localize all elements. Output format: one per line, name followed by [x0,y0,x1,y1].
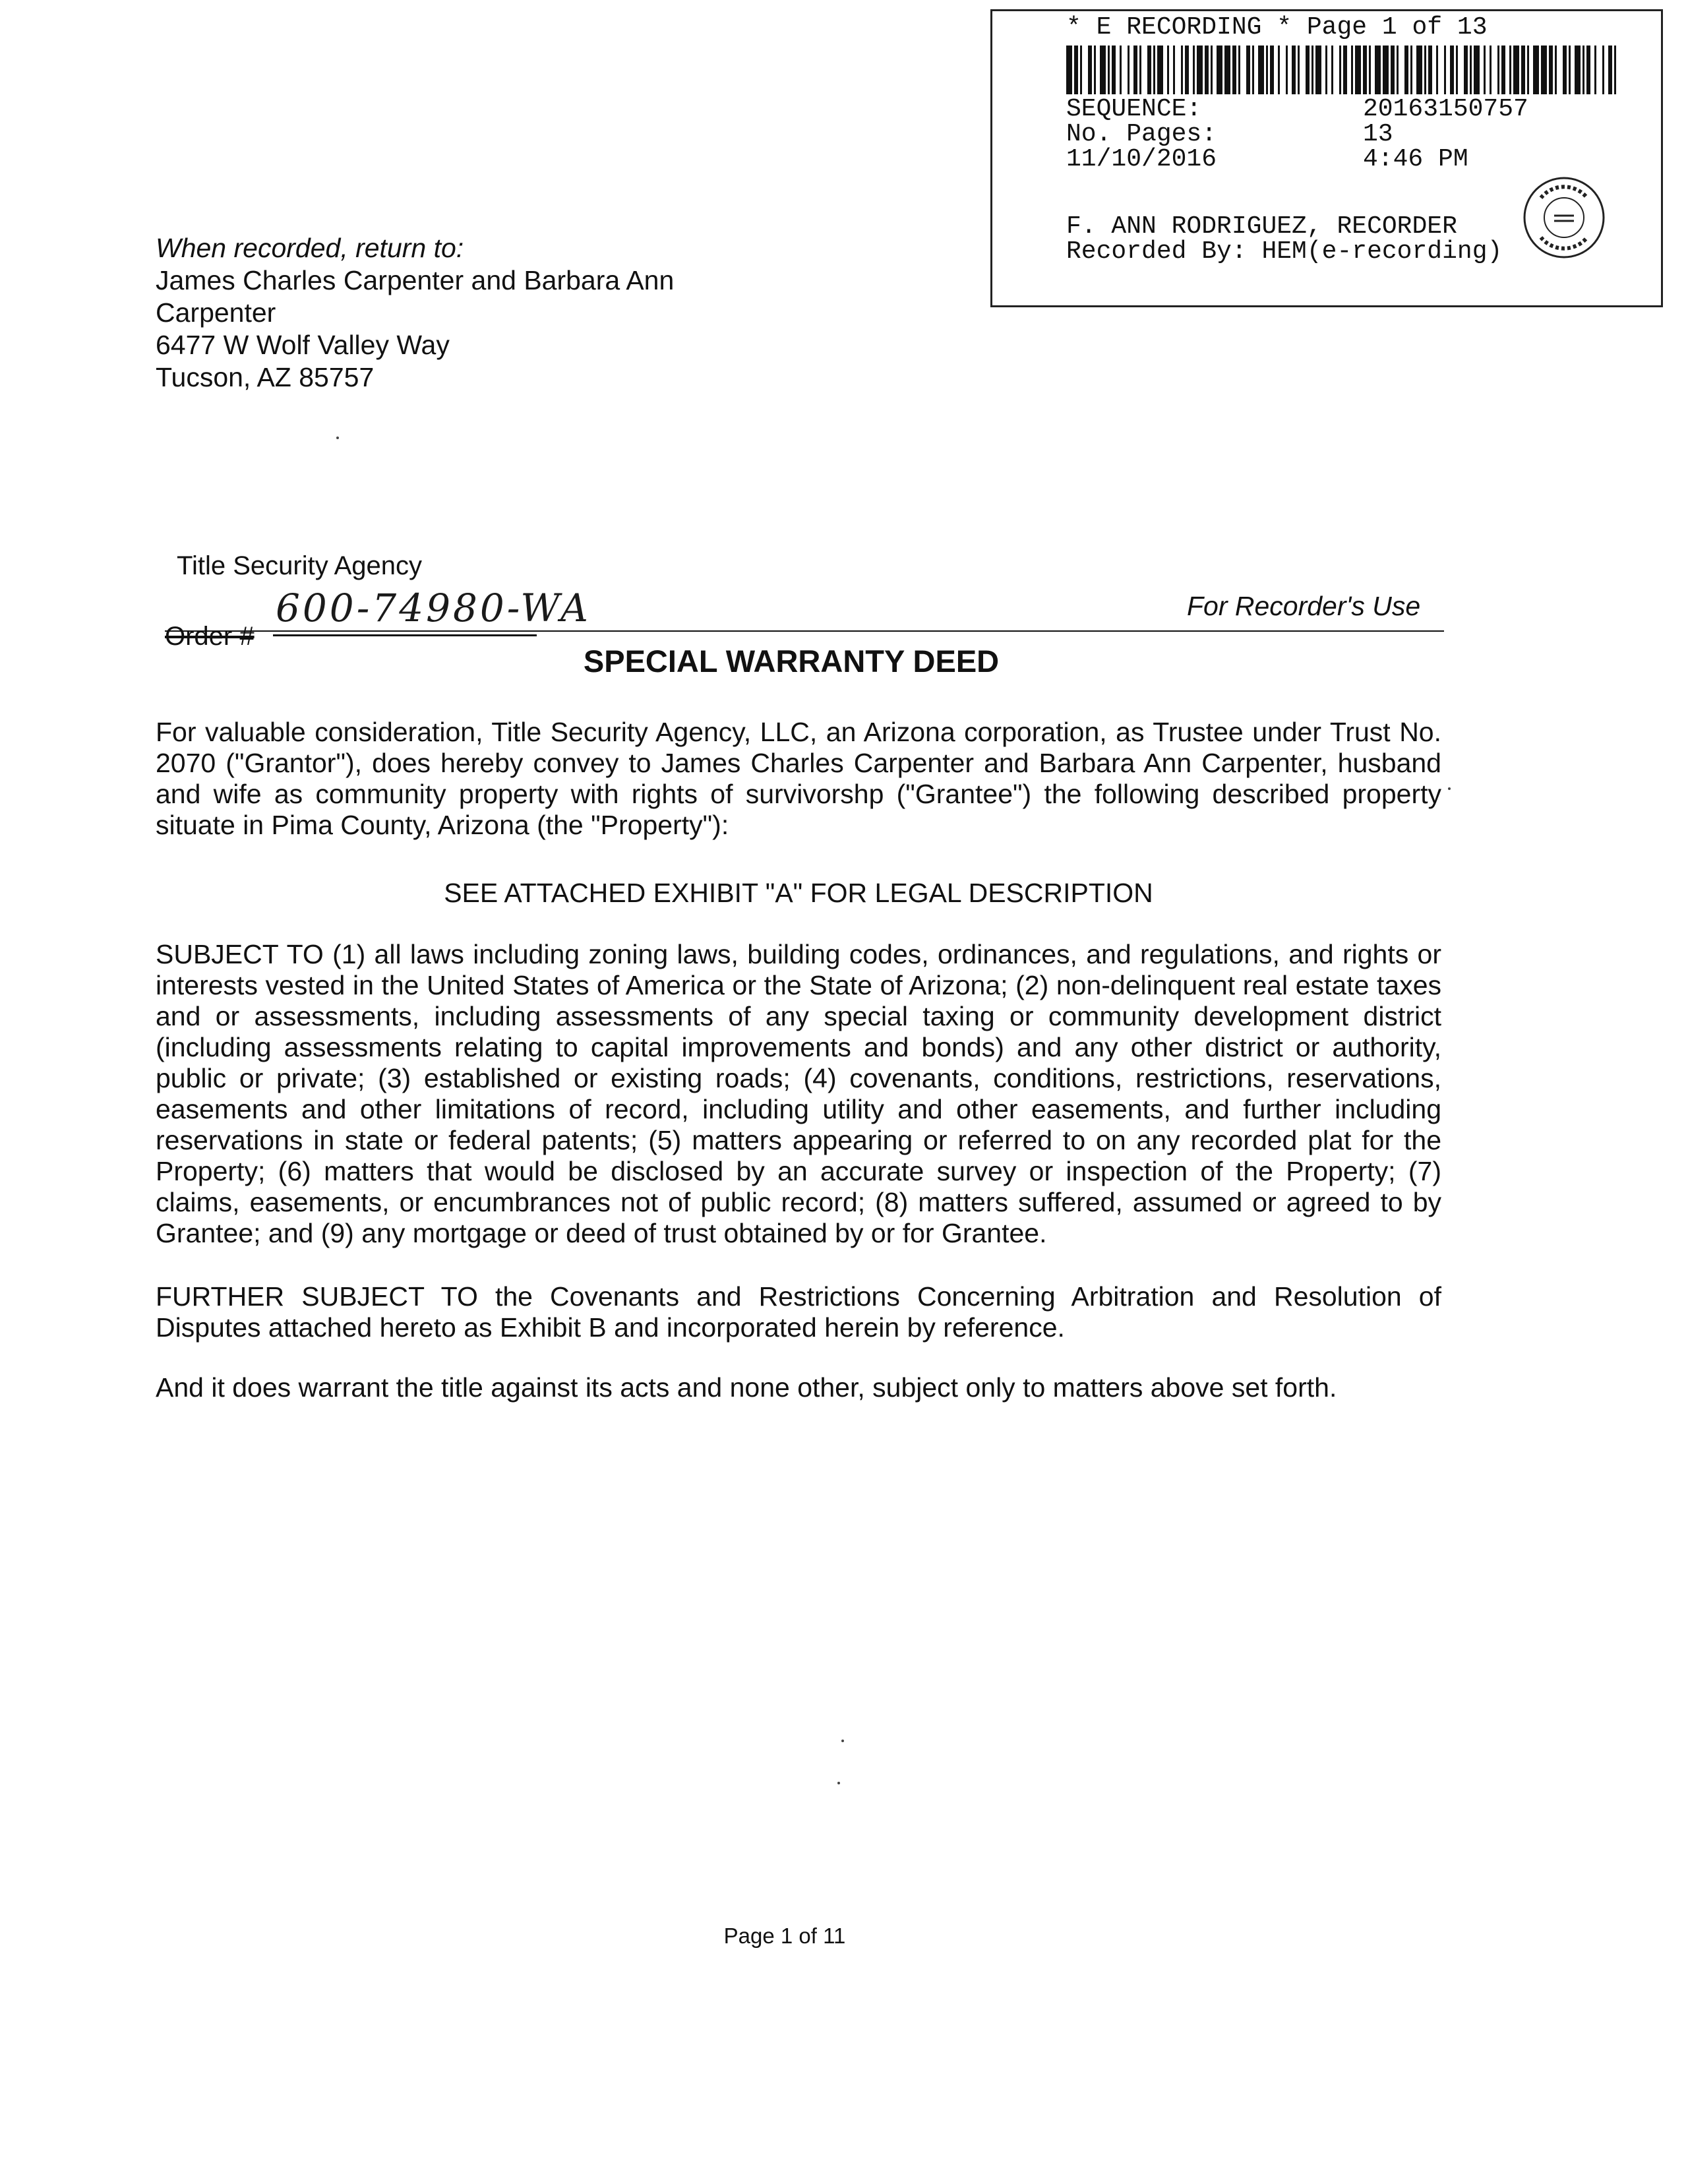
return-heading: When recorded, return to: [156,233,464,263]
barcode-bar [1133,46,1137,94]
barcode-bar [1490,46,1492,94]
barcode-bar [1614,46,1616,94]
barcode-bar [1339,46,1341,94]
barcode-bar [1311,46,1313,94]
barcode-bar [1139,46,1141,94]
barcode-bar [1286,46,1288,94]
barcode-bar [1363,46,1367,94]
return-line: James Charles Carpenter and Barbara Ann [156,265,675,295]
recorded-by: Recorded By: HEM(e-recording) [1066,237,1503,266]
barcode-bar [1315,46,1321,94]
order-underline [273,634,537,636]
barcode-bar [1436,46,1438,94]
barcode-bar [1173,46,1175,94]
barcode-bar [1509,46,1511,94]
stamp-header: * E RECORDING * Page 1 of 13 [1066,13,1488,42]
barcode-bar [1563,46,1567,94]
barcode-bar [1424,46,1426,94]
barcode-bar [1343,46,1347,94]
barcode-bar [1088,46,1092,94]
barcode-bar [1238,46,1240,94]
barcode-bar [1153,46,1155,94]
barcode-bar [1205,46,1209,94]
barcode [1066,46,1619,94]
return-address-block [156,232,749,394]
barcode-bar [1369,46,1371,94]
barcode-bar [1270,46,1274,94]
barcode-bar [1555,46,1557,94]
barcode-bar [1501,46,1505,94]
sequence-label: SEQUENCE: [1066,95,1202,123]
barcode-bar [1391,46,1395,94]
pages-label: No. Pages: [1066,120,1217,148]
barcode-bar [1157,46,1163,94]
subject-to-paragraph: SUBJECT TO (1) all laws including zoning laws, building codes, ordinances, and regulations, and rights or interests vested in the United States of America or the State of Arizona; (2) non-delinquent real estate taxes and or assessments, including assessments of any special taxing or community development district (including assessments relating to capital improvements and bonds) and any other district or authority, public or private; (3) established or existing roads; (4) covenants, conditions, restrictions, reservations, easements and other limitations of record, including utility and other easements, and further including reservations in state or federal patents; (5) matters appearing or referred to on any recorded plat for the Property; (6) matters that would be disclosed by an accurate survey or inspection of the Property; (7) claims, easements, or encumbrances not of public record; (8) matters suffered, assumed or agreed to by Grantee; and (9) any mortgage or deed of trust obtained by or for Grantee. [156,939,1441,1248]
barcode-bar [1211,46,1213,94]
scan-speck [1448,787,1451,790]
barcode-bar [1428,46,1432,94]
barcode-bar [1147,46,1151,94]
agency-name: Title Security Agency [177,551,423,580]
barcode-bar [1074,46,1078,94]
barcode-bar [1292,46,1296,94]
barcode-bar [1602,46,1604,94]
barcode-bar [1278,46,1280,94]
recorder-stamp [990,9,1663,307]
barcode-bar [1450,46,1454,94]
barcode-bar [1112,46,1116,94]
barcode-bar [1185,46,1189,94]
warranty-paragraph: And it does warrant the title against its acts and none other, subject only to matters above set forth. [156,1372,1337,1403]
barcode-bar [1464,46,1468,94]
barcode-bar [1080,46,1082,94]
barcode-bar [1497,46,1499,94]
barcode-bar [1258,46,1264,94]
scan-speck [837,1782,840,1784]
order-rule [165,630,1444,632]
barcode-bar [1217,46,1222,94]
return-line: 6477 W Wolf Valley Way [156,330,450,360]
barcode-bar [1193,46,1195,94]
barcode-bar [1404,46,1408,94]
barcode-bar [1066,46,1072,94]
barcode-bar [1456,46,1458,94]
order-label: Order # [165,622,255,651]
barcode-bar [1594,46,1596,94]
barcode-bar [1351,46,1353,94]
exhibit-reference: SEE ATTACHED EXHIBIT "A" FOR LEGAL DESCRIPTION [444,878,1153,908]
barcode-bar [1416,46,1422,94]
barcode-bar [1325,46,1327,94]
barcode-bar [1383,46,1389,94]
pages-value: 13 [1363,120,1393,148]
barcode-bar [1167,46,1169,94]
recorders-use-label: For Recorder's Use [1187,591,1421,621]
barcode-bar [1224,46,1230,94]
barcode-bar [1582,46,1584,94]
barcode-bar [1355,46,1361,94]
barcode-bar [1094,46,1096,94]
barcode-bar [1470,46,1472,94]
barcode-bar [1108,46,1110,94]
grant-paragraph: For valuable consideration, Title Security Agency, LLC, an Arizona corporation, as Trustee under Trust No. 2070 ("Grantor"), does hereby convey to James Charles Carpenter and Barbara Ann Carpenter, husband and wife as community property with rights of survivorshp ("Grantee") the following described property situate in Pima County, Arizona (the "Property"): [156,717,1441,840]
barcode-bar [1232,46,1236,94]
barcode-bar [1484,46,1486,94]
order-number-handwritten: 600-74980-WA [276,586,591,630]
barcode-bar [1266,46,1268,94]
barcode-bar [1397,46,1399,94]
barcode-bar [1474,46,1480,94]
page-footer: Page 1 of 11 [723,1924,846,1948]
return-line: Carpenter [156,297,276,328]
barcode-bar [1100,46,1106,94]
recorder-name: F. ANN RODRIGUEZ, RECORDER [1066,212,1457,241]
deed-title: SPECIAL WARRANTY DEED [583,644,1000,679]
barcode-bar [1541,46,1547,94]
barcode-bar [1521,46,1525,94]
barcode-bar [1444,46,1446,94]
barcode-bar [1586,46,1590,94]
return-line: Tucson, AZ 85757 [156,362,375,392]
barcode-bar [1331,46,1333,94]
barcode-bar [1375,46,1381,94]
record-date: 11/10/2016 [1066,145,1217,173]
scan-speck [336,437,339,439]
barcode-bar [1569,46,1571,94]
barcode-bar [1533,46,1539,94]
barcode-bar [1181,46,1183,94]
sequence-value: 20163150757 [1363,95,1528,123]
barcode-bar [1298,46,1300,94]
barcode-bar [1252,46,1254,94]
barcode-bar [1513,46,1519,94]
record-time: 4:46 PM [1363,145,1468,173]
barcode-bar [1527,46,1529,94]
further-subject-paragraph: FURTHER SUBJECT TO the Covenants and Restrictions Concerning Arbitration and Resolution of Disputes attached hereto as Exhibit B and incorporated herein by reference. [156,1281,1441,1343]
barcode-bar [1120,46,1122,94]
barcode-bar [1549,46,1553,94]
scan-speck [841,1740,844,1742]
barcode-bar [1128,46,1130,94]
barcode-bar [1197,46,1203,94]
county-seal-icon [1521,175,1607,260]
barcode-bar [1410,46,1412,94]
barcode-bar [1575,46,1581,94]
barcode-bar [1306,46,1310,94]
barcode-bar [1608,46,1612,94]
barcode-bar [1246,46,1250,94]
